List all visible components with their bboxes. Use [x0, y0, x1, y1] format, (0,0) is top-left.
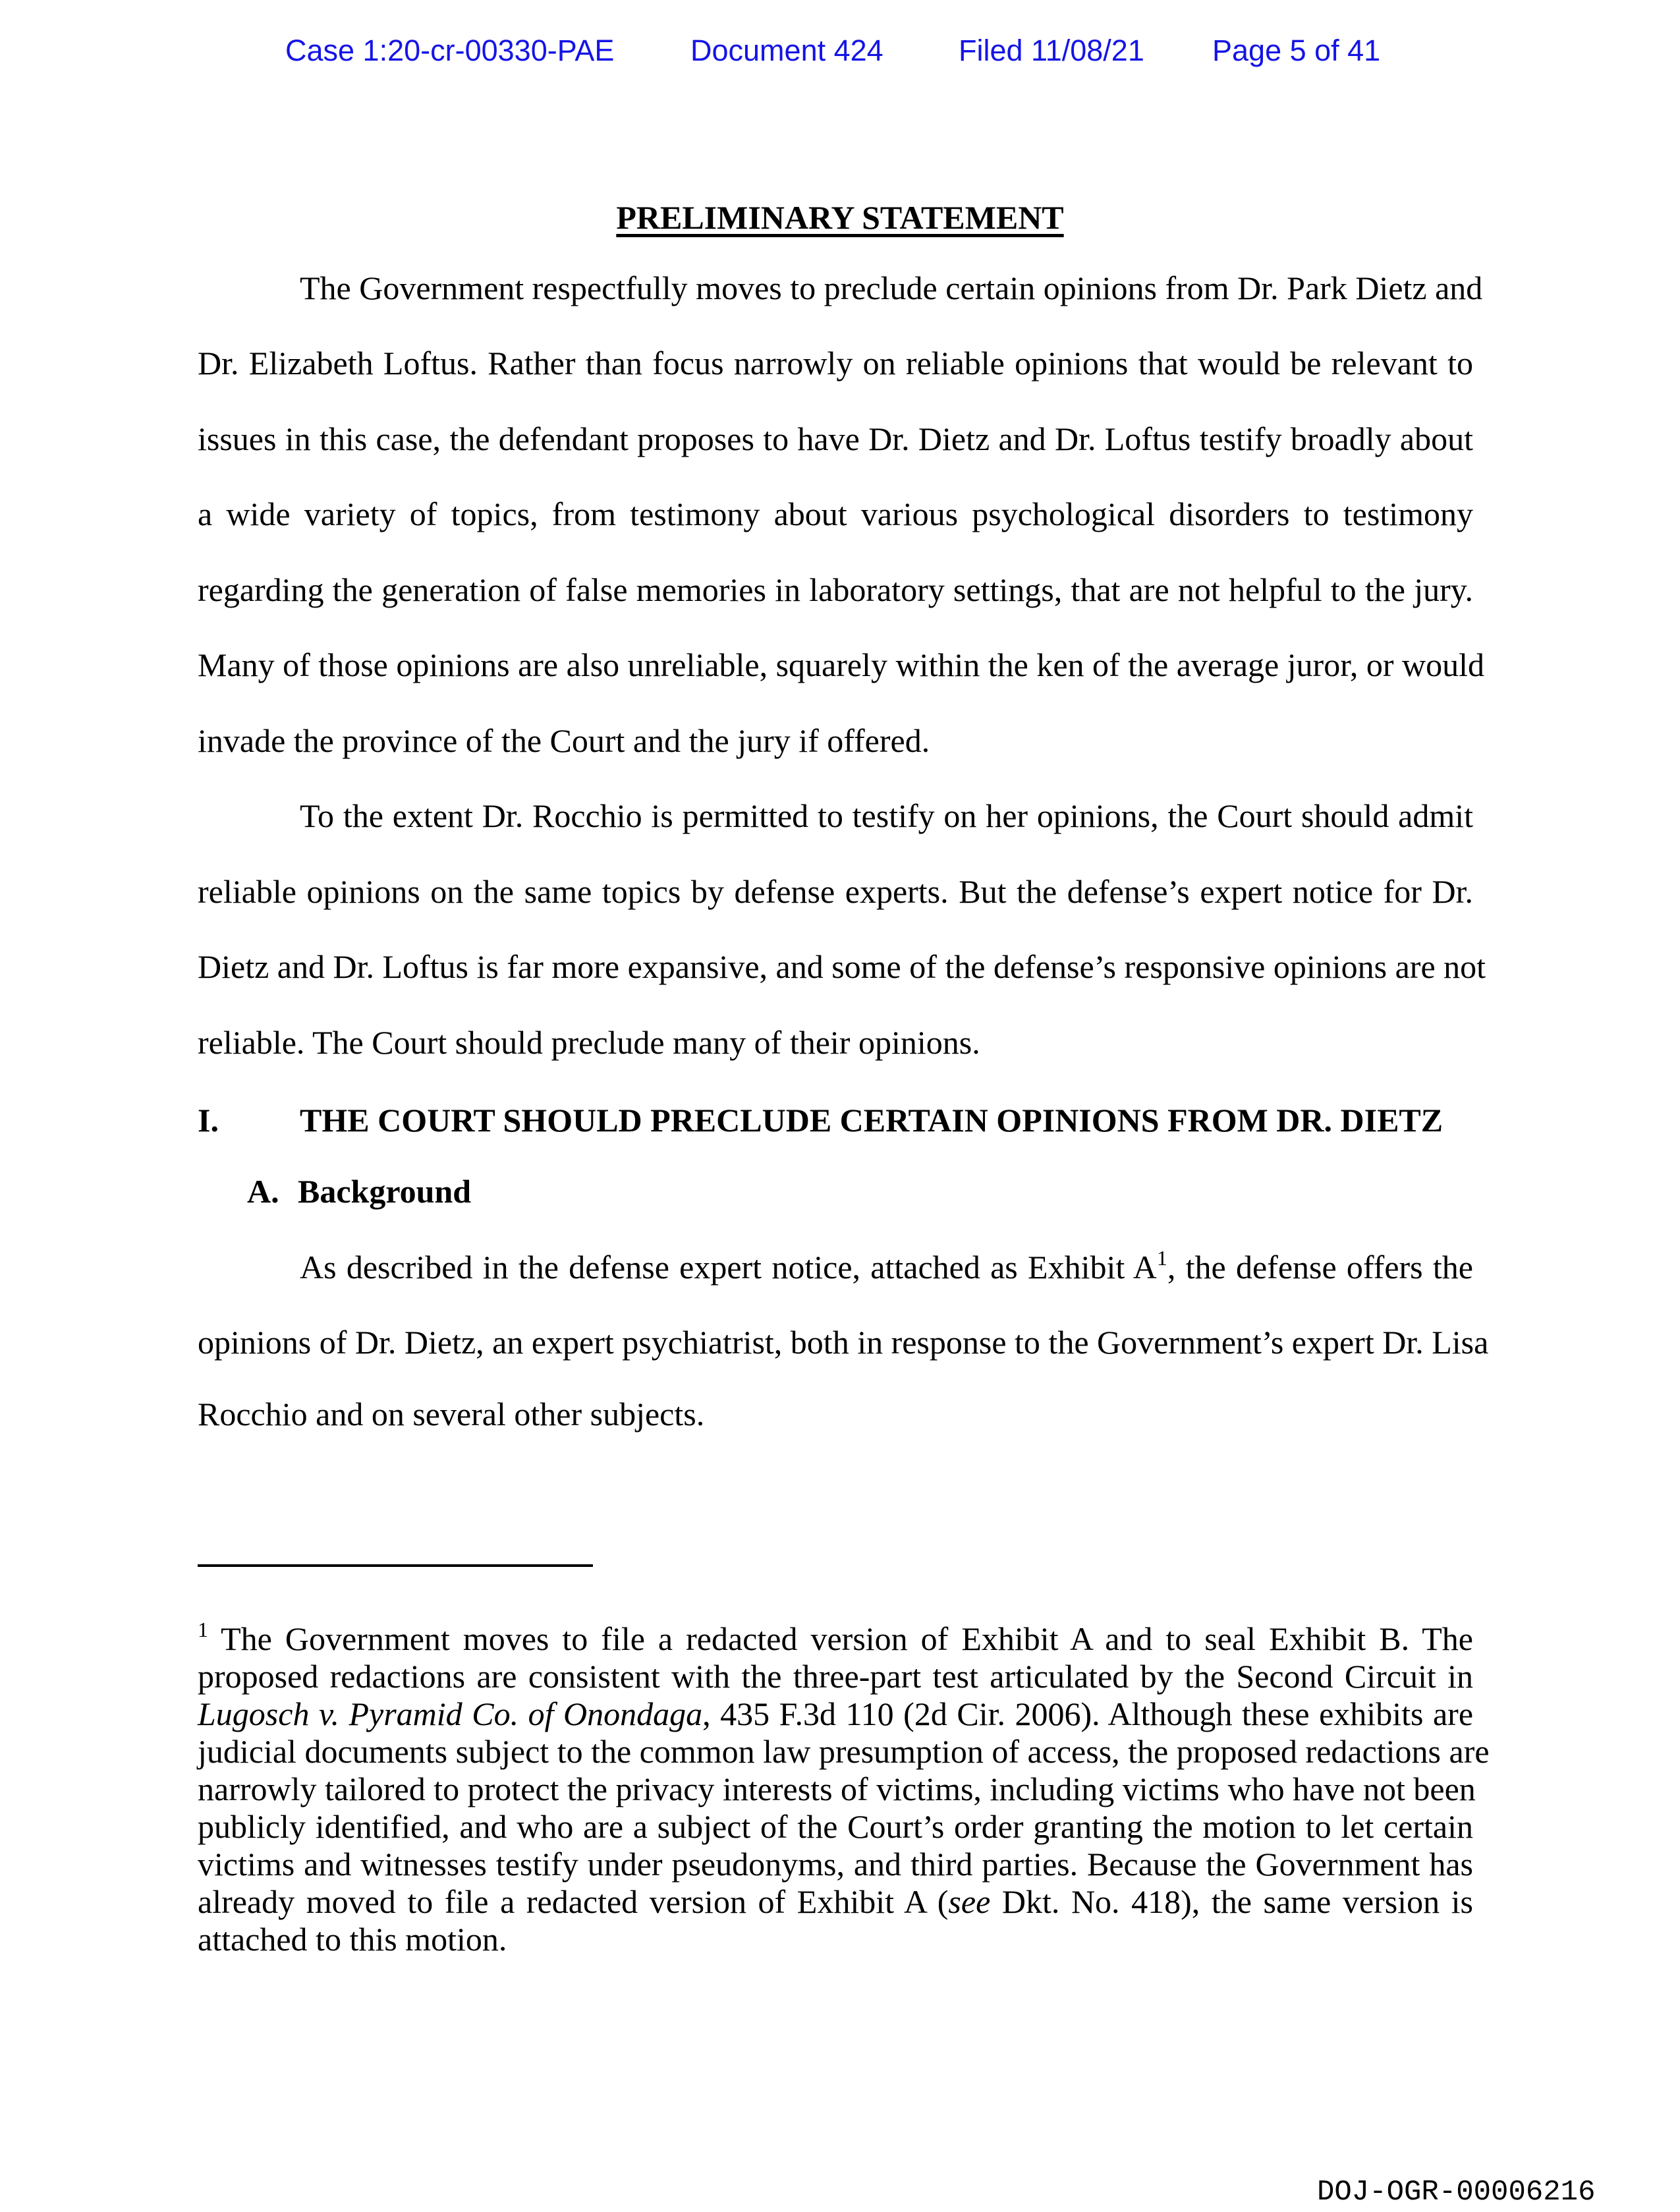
page-title-text: PRELIMINARY STATEMENT	[616, 199, 1064, 236]
case-number: Case 1:20-cr-00330-PAE	[285, 34, 615, 67]
paragraph-1-line: a wide variety of topics, from testimony about various psychological disorders to testimony	[198, 496, 1473, 532]
section-heading: THE COURT SHOULD PRECLUDE CERTAIN OPINIONS FROM DR. DIETZ	[300, 1102, 1443, 1139]
paragraph-1-line: The Government respectfully moves to preclude certain opinions from Dr. Park Dietz and	[300, 269, 1483, 306]
paragraph-1-line: Dr. Elizabeth Loftus. Rather than focus narrowly on reliable opinions that would be relevant to	[198, 345, 1473, 382]
paragraph-3-line: Rocchio and on several other subjects.	[198, 1396, 705, 1432]
footnote-line: judicial documents subject to the common law presumption of access, the proposed redactions are	[198, 1733, 1490, 1770]
page-title	[0, 198, 1680, 237]
footnote-line: victims and witnesses testify under pseudonyms, and third parties. Because the Government has	[198, 1846, 1473, 1883]
footnote-text: The Government moves to file a redacted version of Exhibit A and to seal Exhibit B. The	[221, 1620, 1473, 1657]
paragraph-3-line	[300, 1247, 1473, 1291]
subsection-heading: Background	[298, 1173, 472, 1210]
subsection-number: A.	[247, 1173, 279, 1210]
document-number: Document 424	[690, 34, 883, 67]
bates-number: DOJ-OGR-00006216	[1317, 2176, 1596, 2209]
footnote-text: already moved to file a redacted version of Exhibit A (	[198, 1883, 949, 1920]
footnote-line: narrowly tailored to protect the privacy interests of victims, including victims who have not been	[198, 1771, 1476, 1807]
footnote-line: publicly identified, and who are a subject of the Court’s order granting the motion to let certain	[198, 1808, 1473, 1845]
footnote-line	[198, 1620, 1473, 1662]
paragraph-2-line: reliable opinions on the same topics by defense experts. But the defense’s expert notice for Dr.	[198, 873, 1473, 910]
footnote-reference[interactable]: 1	[1156, 1246, 1167, 1270]
paragraph-1-line: Many of those opinions are also unreliable, squarely within the ken of the average juror, or would	[198, 646, 1485, 683]
footnote-marker: 1	[198, 1618, 208, 1641]
paragraph-3-text: , the defense offers the	[1167, 1249, 1473, 1286]
footnote-line: proposed redactions are consistent with the three-part test articulated by the Second Circuit in	[198, 1658, 1473, 1695]
paragraph-2-line: Dietz and Dr. Loftus is far more expansive, and some of the defense’s responsive opinions are not	[198, 948, 1486, 985]
footnote-line	[198, 1695, 1473, 1733]
paragraph-1-line: invade the province of the Court and the jury if offered.	[198, 722, 930, 759]
section-number: I.	[198, 1102, 219, 1139]
paragraph-1-line: regarding the generation of false memories in laboratory settings, that are not helpful to the jury.	[198, 571, 1473, 608]
footnote-line: attached to this motion.	[198, 1921, 507, 1958]
footnote-separator	[198, 1564, 593, 1567]
paragraph-3-text: As described in the defense expert notice, attached as Exhibit A	[300, 1249, 1157, 1286]
filed-date: Filed 11/08/21	[959, 34, 1144, 67]
page-indicator: Page 5 of 41	[1212, 34, 1381, 67]
footnote-text: Dkt. No. 418), the same version is	[990, 1883, 1474, 1920]
paragraph-2-line: reliable. The Court should preclude many of their opinions.	[198, 1024, 980, 1061]
paragraph-1-line: issues in this case, the defendant proposes to have Dr. Dietz and Dr. Loftus testify broadly about	[198, 420, 1473, 457]
case-citation: Lugosch v. Pyramid Co. of Onondaga	[198, 1695, 703, 1732]
paragraph-3-line: opinions of Dr. Dietz, an expert psychiatrist, both in response to the Government’s expert Dr. Lisa	[198, 1324, 1489, 1361]
ecf-header-stamp	[0, 34, 1680, 71]
footnote-line	[198, 1883, 1473, 1921]
footnote-text: , 435 F.3d 110 (2d Cir. 2006). Although these exhibits are	[702, 1695, 1474, 1732]
paragraph-2-line: To the extent Dr. Rocchio is permitted to testify on her opinions, the Court should admit	[300, 797, 1473, 834]
signal-word: see	[948, 1883, 991, 1920]
